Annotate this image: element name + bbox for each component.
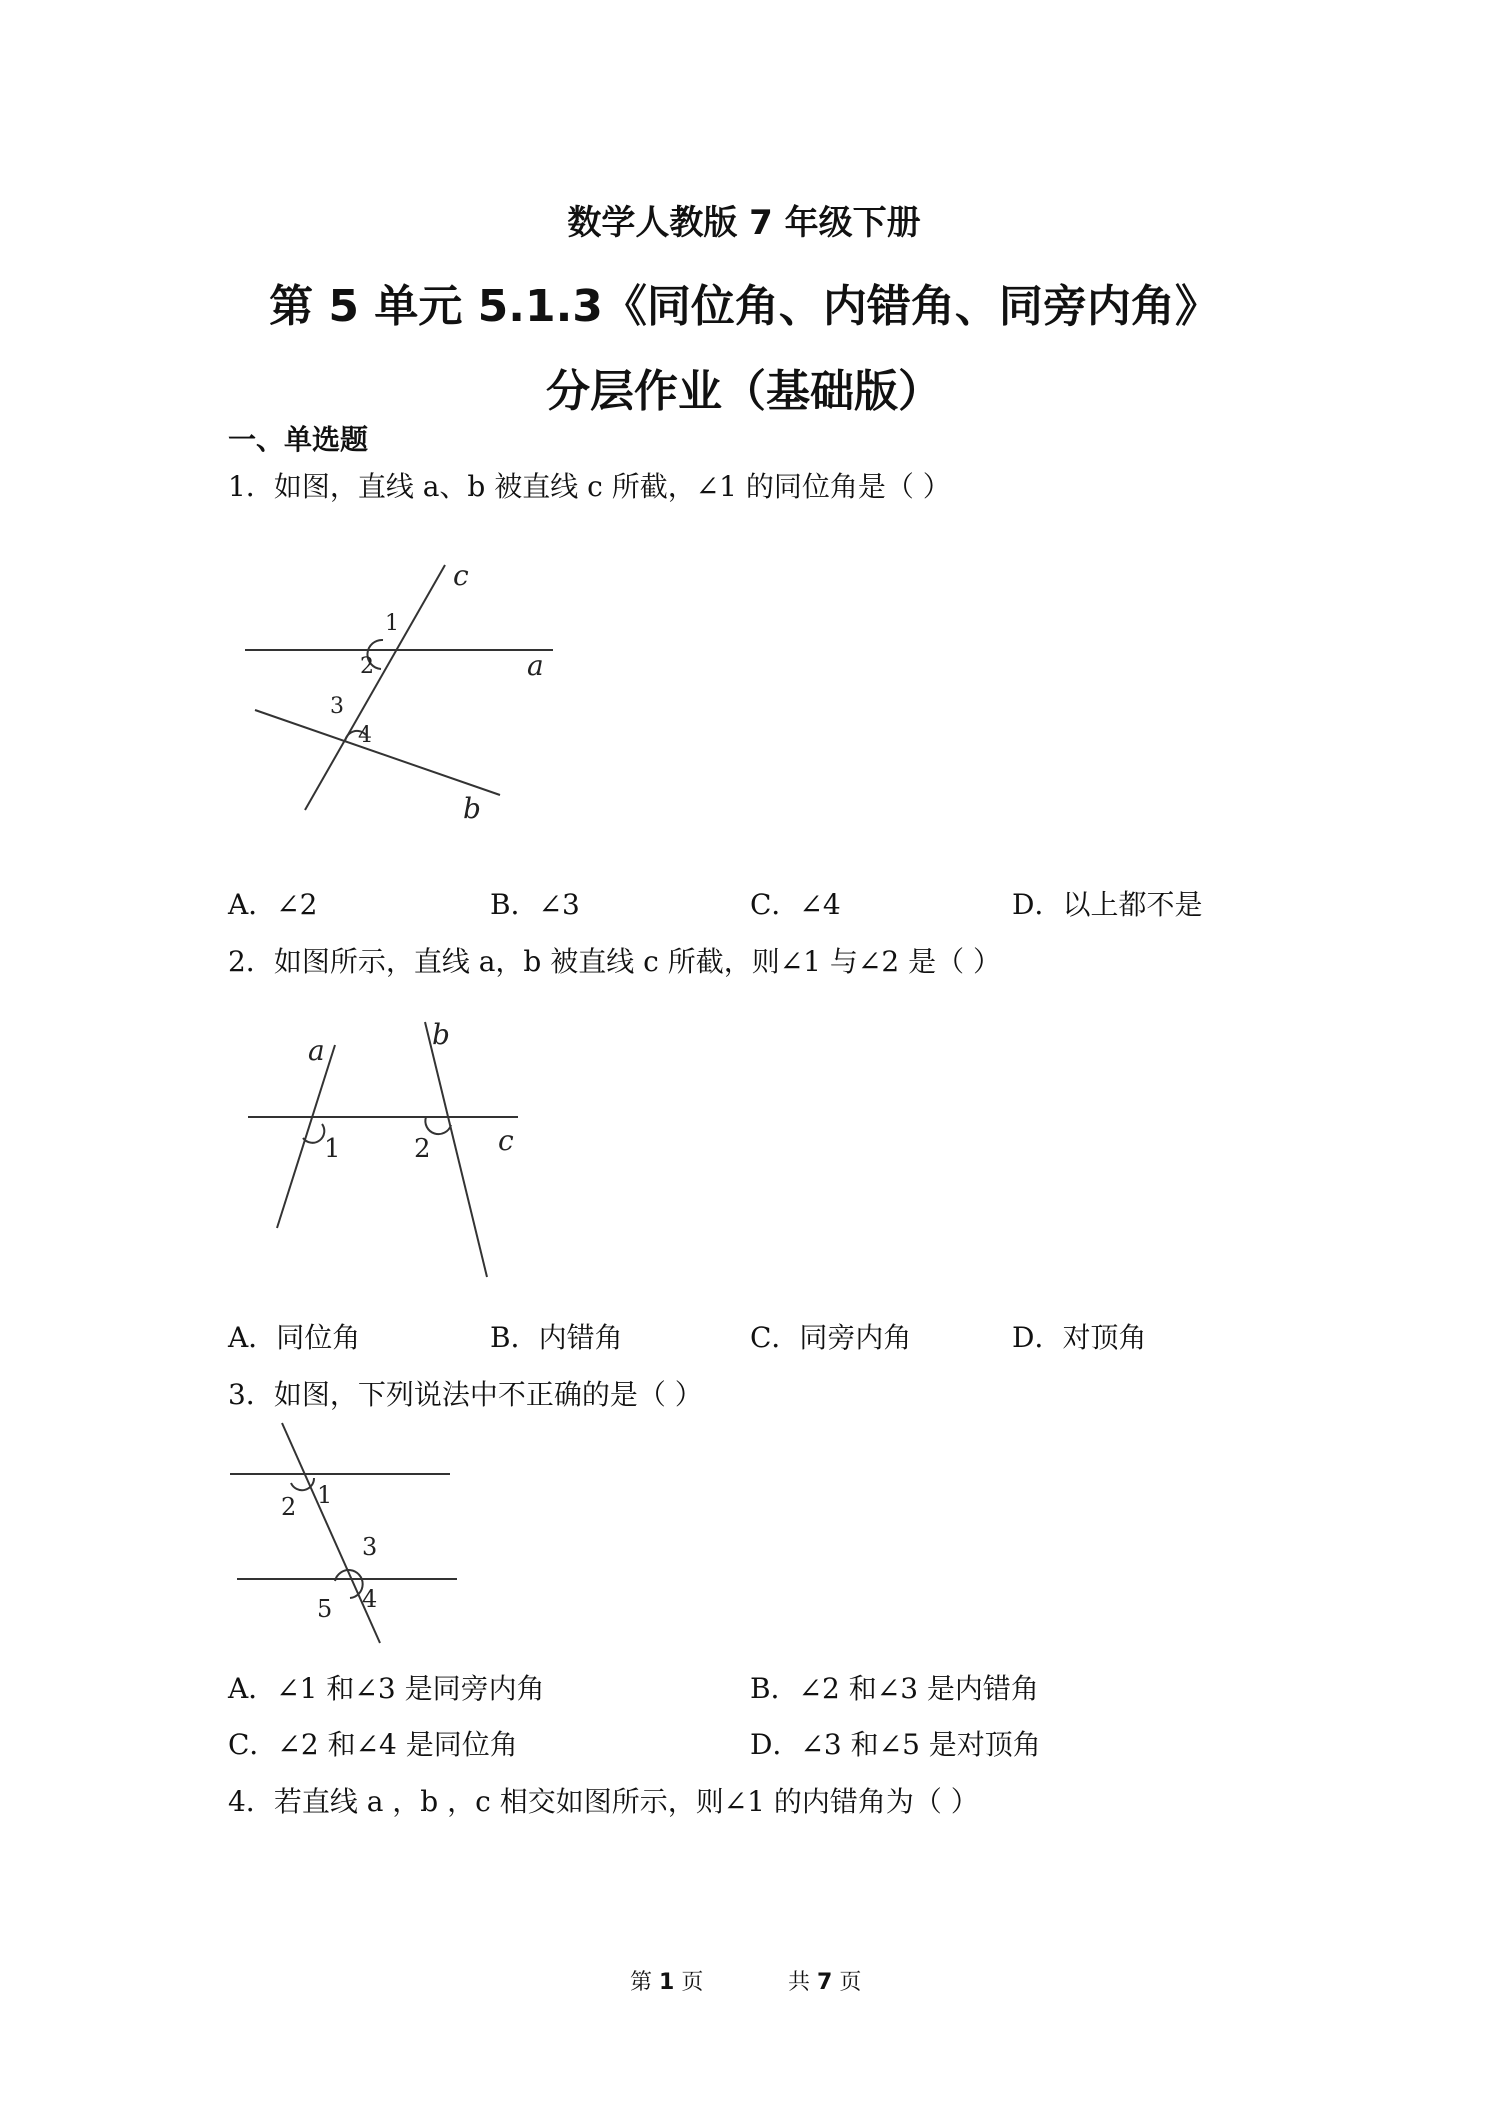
question-3-option-c: C．∠2 和∠4 是同位角 [228, 1728, 518, 1761]
question-3-option-d: D．∠3 和∠5 是对顶角 [750, 1728, 1041, 1761]
total-number: 7 [817, 1970, 833, 1995]
question-3-figure [225, 1415, 465, 1655]
q1-label-b: b [463, 792, 481, 825]
q3-label-2: 2 [281, 1493, 297, 1521]
q3-label-3: 3 [362, 1533, 378, 1561]
q1-label-4: 4 [358, 723, 372, 748]
q1-label-c: c [453, 559, 469, 592]
section-title: 一、单选题 [228, 423, 369, 456]
q3-label-4: 4 [362, 1585, 378, 1613]
question-2-option-d: D．对顶角 [1012, 1321, 1147, 1354]
total-suffix: 页 [839, 1970, 862, 1995]
page-prefix: 第 [630, 1970, 653, 1995]
q2-label-c: c [498, 1124, 514, 1157]
total-pages-indicator [788, 1965, 861, 1996]
q1-label-1: 1 [385, 611, 399, 636]
question-2-option-b: B．内错角 [490, 1321, 623, 1354]
q2-label-a: a [308, 1034, 325, 1067]
doc-title-line1: 数学人教版 7 年级下册 [567, 203, 921, 243]
q3-label-1: 1 [317, 1481, 333, 1509]
question-4-stem: 4．若直线 a ，b ，c 相交如图所示，则∠1 的内错角为（ ） [228, 1785, 979, 1818]
q2-label-2: 2 [414, 1134, 431, 1164]
question-1-option-c: C．∠4 [750, 888, 841, 921]
question-1-option-b: B．∠3 [490, 888, 580, 921]
page-indicator [630, 1965, 703, 1996]
question-3-option-a: A．∠1 和∠3 是同旁内角 [228, 1672, 545, 1705]
question-2-option-c: C．同旁内角 [750, 1321, 912, 1354]
q1-label-2: 2 [360, 654, 374, 679]
q1-label-a: a [527, 649, 544, 682]
q3-label-5: 5 [317, 1595, 333, 1623]
total-prefix: 共 [788, 1970, 811, 1995]
q1-label-3: 3 [330, 694, 344, 719]
doc-title-line2: 第 5 单元 5.1.3《同位角、内错角、同旁内角》 [269, 281, 1219, 332]
question-1-stem: 1．如图，直线 a、b 被直线 c 所截，∠1 的同位角是（ ） [228, 470, 951, 503]
question-1-option-d: D．以上都不是 [1012, 888, 1203, 921]
question-2-stem: 2．如图所示，直线 a，b 被直线 c 所截，则∠1 与∠2 是（ ） [228, 945, 1001, 978]
question-2-option-a: A．同位角 [228, 1321, 361, 1354]
page-number: 1 [659, 1970, 675, 1995]
question-3-stem: 3．如图，下列说法中不正确的是（ ） [228, 1378, 703, 1411]
question-1-figure [235, 555, 565, 835]
q2-label-b: b [432, 1018, 450, 1051]
q2-label-1: 1 [324, 1134, 341, 1164]
question-3-option-b: B．∠2 和∠3 是内错角 [750, 1672, 1039, 1705]
doc-title-line3: 分层作业（基础版） [546, 366, 942, 417]
question-2-figure [240, 1010, 530, 1290]
question-1-option-a: A．∠2 [228, 888, 318, 921]
page-suffix: 页 [681, 1970, 704, 1995]
